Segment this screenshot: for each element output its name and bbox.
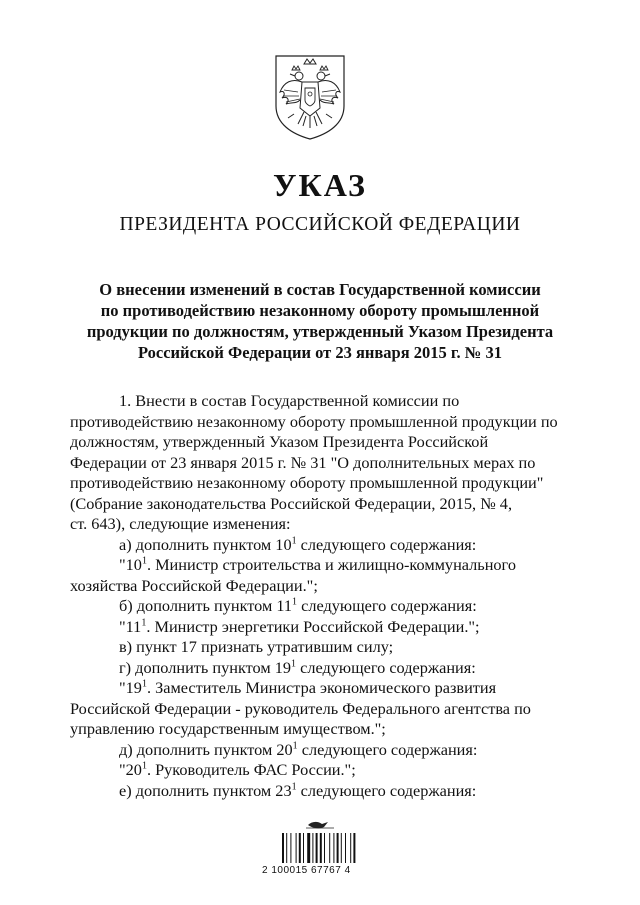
item-v: в) пункт 17 признать утратившим силу; [119,637,394,656]
heading-line: О внесении изменений в состав Государственной комиссии [99,280,541,299]
decree-body [70,391,565,801]
word: 1. Внести [119,391,186,410]
word: жилищно-коммунального [337,555,516,574]
heading-line: Российской Федерации от 23 января 2015 г. № 31 [137,343,502,362]
item-g [70,658,565,679]
document-subtitle: ПРЕЗИДЕНТА РОССИЙСКОЙ ФЕДЕРАЦИИ [119,214,521,235]
word: утвержденный [162,432,265,451]
decree-heading [70,279,570,363]
word: . Министр [146,555,219,574]
item-b [70,596,565,617]
word: Министра [245,678,316,697]
word: экономического [320,678,431,697]
word: Российской [407,432,489,451]
item-d [70,740,565,761]
item-b-text: следующего содержания: [297,596,477,615]
barcode-bar [312,833,313,863]
paragraph-1-line: Федерации от 23 января 2015 г. № 31 "О дополнительных мерах по [70,452,536,472]
barcode-bar [320,833,322,863]
barcode-bar [303,833,304,863]
barcode-bar [307,833,310,863]
paragraph-1-line [70,432,565,453]
word [119,678,241,697]
quote-text: . Министр энергетики Российской Федерации."; [146,616,480,636]
superscript: 1 [141,760,147,772]
barcode-bar [333,833,334,863]
item-g-text: г) дополнить пунктом 19 [119,657,292,677]
barcode-bar [345,833,346,863]
superscript: 1 [292,596,298,608]
word: Указом [269,432,319,451]
item-g-quote-line: управлению государственным имуществом."; [70,719,386,738]
item-g-quote-line: Российской Федерации - руководитель Федерального агентства по [70,698,531,718]
quote-number: "10 [119,555,142,574]
word: комиссии [372,391,439,410]
barcode-bar [341,833,342,863]
superscript: 1 [291,781,297,793]
paragraph-1-line: (Собрание законодательства Российской Федерации, 2015, № 4, [70,493,513,513]
superscript: 1 [141,678,147,690]
item-e [70,781,565,802]
item-a-text: следующего содержания: [296,534,477,554]
superscript: 1 [141,555,147,567]
item-a-quote-line: хозяйства Российской Федерации."; [70,575,318,595]
superscript: 1 [291,535,297,547]
item-d-quote [70,760,565,781]
word: развития [434,678,497,697]
barcode-bar [324,833,325,863]
barcode-bar [282,833,284,863]
superscript: 1 [141,617,147,629]
barcode-bar [299,833,301,863]
barcode-bar [296,833,297,863]
item-e-text: следующего содержания: [296,780,477,800]
item-g-text: следующего содержания: [296,657,476,677]
quote-text: . Руководитель ФАС России."; [146,760,356,779]
document-title: УКАЗ [273,167,367,203]
word: Государственной [250,391,369,410]
barcode-bar [353,833,355,863]
word: и [325,555,334,574]
barcode-bar [350,833,351,863]
paragraph-1-line: противодействию незаконному обороту промышленной продукции" [70,473,544,492]
heading-line: по противодействию незаконному обороту промышленной [100,301,540,320]
barcode-bar [316,833,318,863]
quote-number: "19 [119,678,142,697]
item-d-text: д) дополнить пунктом 20 [119,739,293,759]
item-g-quote [70,678,565,699]
word: . Заместитель [146,678,242,697]
barcode-bar [286,833,287,863]
item-b-text: б) дополнить пунктом 11 [119,596,293,615]
item-a [70,535,565,556]
word: строительства [222,555,321,574]
paragraph-1-line: ст. 643), следующие изменения: [70,514,291,533]
barcode-bar [329,833,330,863]
superscript: 1 [292,740,298,752]
paragraph-1-line: противодействию незаконному обороту промышленной продукции по [70,411,558,431]
item-b-quote [70,617,565,638]
item-d-text: следующего содержания: [297,739,478,759]
barcode-bar [290,833,291,863]
word: должностям, [70,432,159,451]
quote-number: "20 [119,760,142,779]
word: Президента [322,432,404,451]
word: в [189,391,198,410]
word [119,555,218,574]
item-a-text: а) дополнить пунктом 10 [119,534,292,554]
item-e-text: е) дополнить пунктом 23 [119,780,292,800]
superscript: 1 [291,658,297,670]
quote-number: "11 [119,616,142,636]
word: состав [201,391,247,410]
paragraph-1-line [70,391,565,412]
barcode-bar [337,833,339,863]
coat-of-arms-emblem [270,52,350,140]
item-a-quote [70,555,565,576]
heading-line: продукции по должностям, утвержденный Указом Президента [86,322,554,341]
word: по [442,391,460,410]
barcode-number: 2 100015 67767 4 [262,865,351,876]
